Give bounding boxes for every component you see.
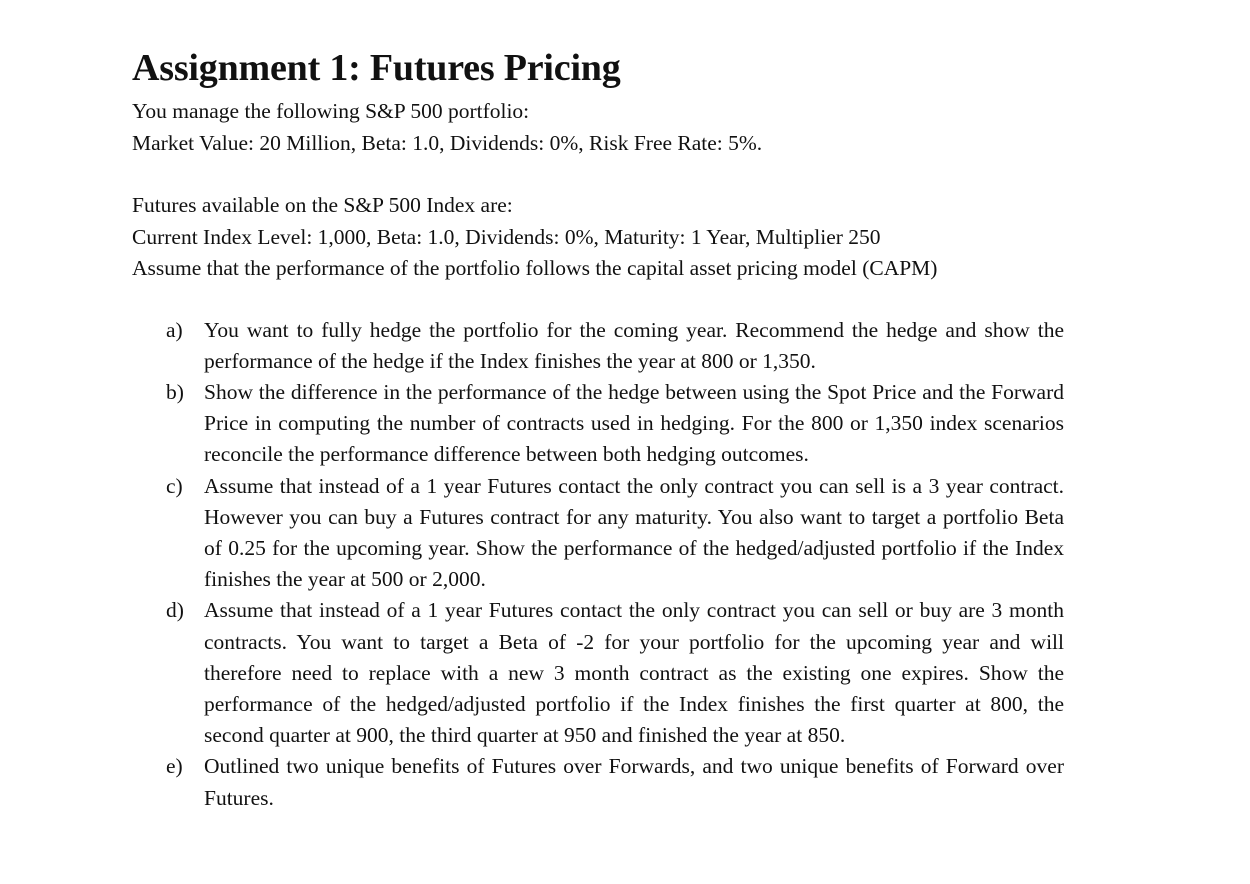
intro-capm-assumption: Assume that the performance of the portfolio follows the capital asset pricing model (CAPM): [132, 256, 938, 280]
paragraph-gap: [132, 159, 1072, 190]
question-text: Assume that instead of a 1 year Futures contact the only contract you can sell or buy are 3 month contracts. You want to target a Beta of -2 for your portfolio for the upcoming year and will therefore need to replace with a new 3 month contract as the existing one expires. Show the performance of the hedged/adjusted portfolio if the Index finishes the first quarter at 800, the second quarter at 900, the third quarter at 950 and finished the year at 850.: [204, 598, 1064, 748]
question-item-d: [132, 595, 1064, 751]
question-text: Assume that instead of a 1 year Futures contact the only contract you can sell is a 3 year contract. However you can buy a Futures contract for any maturity. You also want to target a portfolio Beta of 0.25 for the upcoming year. Show the performance of the hedged/adjusted portfolio if the Index finishes the year at 500 or 2,000.: [204, 473, 1064, 592]
question-list: [132, 315, 1072, 814]
question-text: You want to fully hedge the portfolio for the coming year. Recommend the hedge and show the performance of the hedge if the Index finishes the year at 800 or 1,350.: [204, 317, 1064, 373]
question-item-a: [132, 315, 1064, 377]
question-marker: d): [166, 598, 184, 623]
question-marker: b): [166, 379, 184, 404]
question-item-c: [132, 471, 1064, 596]
document-title: Assignment 1: Futures Pricing: [132, 47, 621, 89]
intro-futures-details: Current Index Level: 1,000, Beta: 1.0, Dividends: 0%, Maturity: 1 Year, Multiplier 250: [132, 224, 881, 249]
document-page: [132, 44, 1072, 814]
question-item-b: [132, 377, 1064, 471]
question-marker: e): [166, 754, 183, 779]
question-text: Show the difference in the performance of the hedge between using the Spot Price and the Forward Price in computing the number of contracts used in hedging. For the 800 or 1,350 index scenarios reconcile the performance difference between both hedging outcomes.: [204, 379, 1064, 467]
question-item-e: [132, 751, 1064, 813]
question-marker: c): [166, 473, 183, 498]
intro-futures-heading: Futures available on the S&P 500 Index are:: [132, 193, 513, 217]
question-marker: a): [166, 317, 183, 342]
question-text: Outlined two unique benefits of Futures over Forwards, and two unique benefits of Forward over Futures.: [204, 754, 1064, 810]
intro-portfolio-heading: You manage the following S&P 500 portfolio:: [132, 99, 530, 123]
intro-portfolio-details: Market Value: 20 Million, Beta: 1.0, Dividends: 0%, Risk Free Rate: 5%.: [132, 130, 763, 155]
